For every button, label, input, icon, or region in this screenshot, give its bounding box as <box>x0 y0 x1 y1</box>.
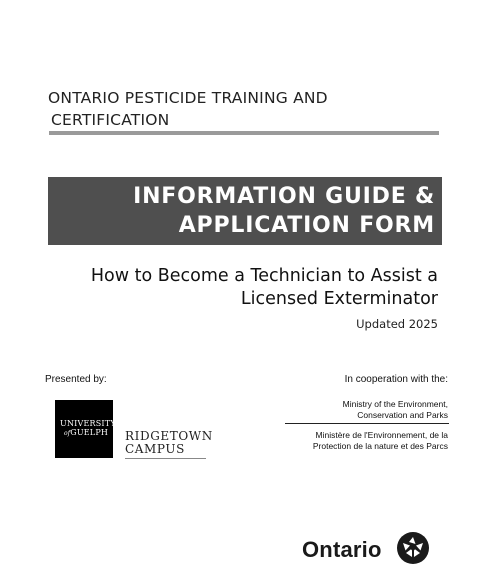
ridgetown-underline <box>125 458 206 459</box>
ministry-divider <box>285 423 449 424</box>
title-divider <box>49 131 439 135</box>
trillium-icon <box>396 531 430 565</box>
ministry-fr-line2: Protection de la nature et des Parcs <box>312 440 448 451</box>
cooperation-label: In cooperation with the: <box>344 374 448 385</box>
ministry-en-line1: Ministry of the Environment, <box>342 399 448 409</box>
banner-line1: INFORMATION GUIDE & <box>133 184 435 209</box>
ontario-wordmark: Ontario <box>302 537 382 562</box>
updated-date: Updated 2025 <box>356 317 438 331</box>
subtitle-line2: Licensed Exterminator <box>240 289 438 309</box>
guide-banner <box>48 177 442 245</box>
ministry-en-line2: Conservation and Parks <box>357 409 448 420</box>
banner-line2: APPLICATION FORM <box>178 213 435 238</box>
document-subtitle <box>18 265 438 311</box>
program-title-line1: ONTARIO PESTICIDE TRAINING AND <box>48 89 328 107</box>
uog-line2: ofGUELPH <box>64 428 109 437</box>
uog-line1: UNIVERSITY <box>60 419 116 428</box>
university-of-guelph-logo <box>55 400 116 458</box>
ministry-name-french <box>268 430 448 451</box>
presented-by-label: Presented by: <box>45 374 107 385</box>
program-title-line2: CERTIFICATION <box>51 111 170 129</box>
ridgetown-line2: CAMPUS <box>125 442 185 456</box>
ministry-fr-line1: Ministère de l'Environnement, de la <box>315 430 448 440</box>
subtitle-line1: How to Become a Technician to Assist a <box>90 266 438 286</box>
ministry-name-english <box>278 399 448 420</box>
ridgetown-line1: RIDGETOWN <box>125 429 213 443</box>
ridgetown-campus-logo <box>125 429 213 456</box>
program-title <box>48 87 448 131</box>
